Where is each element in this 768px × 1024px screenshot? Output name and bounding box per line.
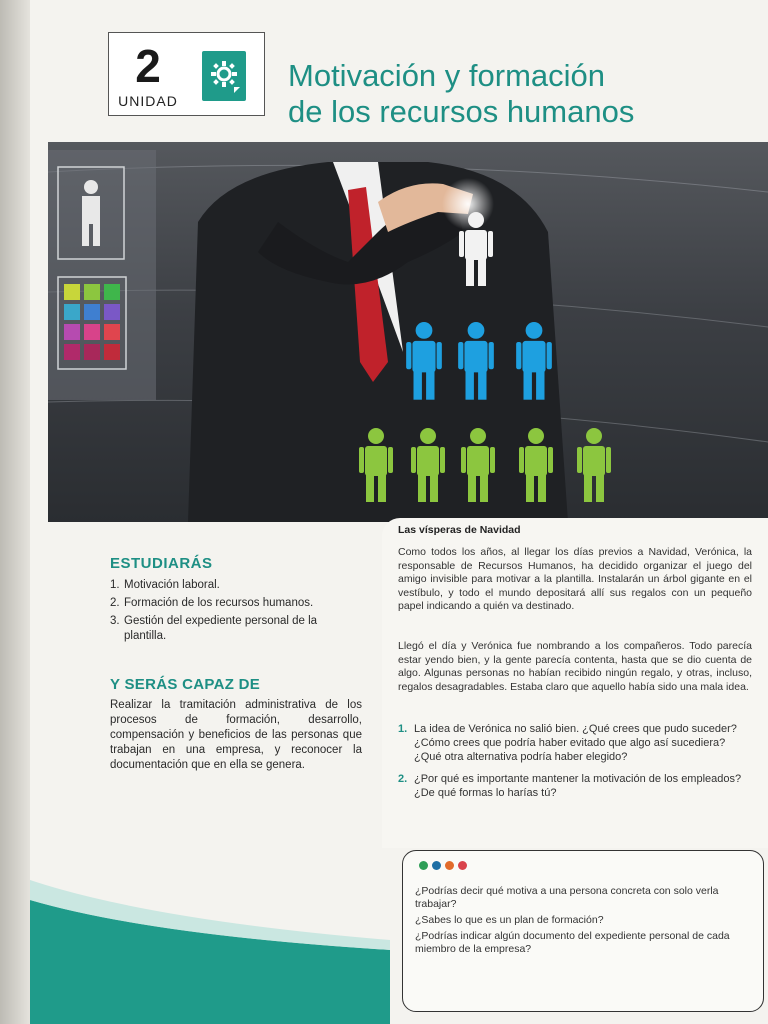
reflection-question: ¿Sabes lo que es un plan de formación? [415,914,604,926]
study-list [110,578,360,647]
hero-photo [48,142,768,522]
textbook-page [30,0,768,1024]
unit-title-line1: Motivación y formación [288,58,606,93]
reflection-questions [415,885,751,959]
orange-dot-icon [445,861,454,870]
unit-title-line2: de los recursos humanos [288,94,635,129]
green-dot-icon [419,861,428,870]
able-text: Realizar la tramitación administrativa de los procesos de formación, desarrollo, compensación y beneficios de las personas que trabajan en una empresa, y reconocer la documentación que en ella se genera. [110,699,362,771]
hero-illustration [48,142,768,522]
story-paragraph-1: Como todos los años, al llegar los días previos a Navidad, Verónica, la responsable de Recursos Humanos, ha decidido organizar el juego del amigo invisible para motivar a la plantilla. Instalarán un árbol gigante en el vestíbulo, y todo el mundo depositará allí sus regalos con un pequeño papel indicando a quién va destinado. [398,546,752,612]
story-title: Las vísperas de Navidad [398,524,521,536]
red-dot-icon [458,861,467,870]
question-item: 1. La idea de Verónica no salió bien. ¿Qué crees que pudo suceder? ¿Cómo crees que podría haber evitado que algo así sucediera? ¿Qué otra alternativa podría haber elegido? [398,723,737,763]
reflection-box [402,850,764,1012]
study-heading: ESTUDIARÁS [110,555,213,572]
story-paragraph-2: Llegó el día y Verónica fue nombrando a los compañeros. Todo parecía estar yendo bien, y la gente parecía contenta, hasta que se dio cuenta de algo. Algunas personas no habían recibido ningún regalo, y otras, incluso, regalos desagradables. Estaba claro que aquello había sido una mala idea. [398,640,752,693]
question-item: 2. ¿Por qué es importante mantener la motivación de los empleados? ¿De qué formas lo harías tú? [398,773,742,799]
reflection-question: ¿Podrías indicar algún documento del expediente personal de cada miembro de la empresa? [415,930,730,955]
list-item: 1. Motivación laboral. [110,579,220,591]
question-list [398,722,752,808]
teal-band [30,880,390,1024]
unit-title [288,58,748,130]
able-heading: Y SERÁS CAPAZ DE [110,676,261,693]
color-dots [419,861,467,870]
unit-icon-frame [186,32,265,116]
unit-badge [108,32,188,116]
list-item: 3. Gestión del expediente personal de la plantilla. [110,615,318,642]
screen-panel [48,150,156,400]
blue-dot-icon [432,861,441,870]
book-gutter [0,0,30,1024]
gear-document-icon [202,51,246,101]
list-item: 2. Formación de los recursos humanos. [110,597,314,609]
reflection-question: ¿Podrías decir qué motiva a una persona concreta con solo verla trabajar? [415,885,719,910]
person-figure-green [577,428,611,502]
unit-label: UNIDAD [118,93,178,109]
unit-number: 2 [135,40,161,92]
